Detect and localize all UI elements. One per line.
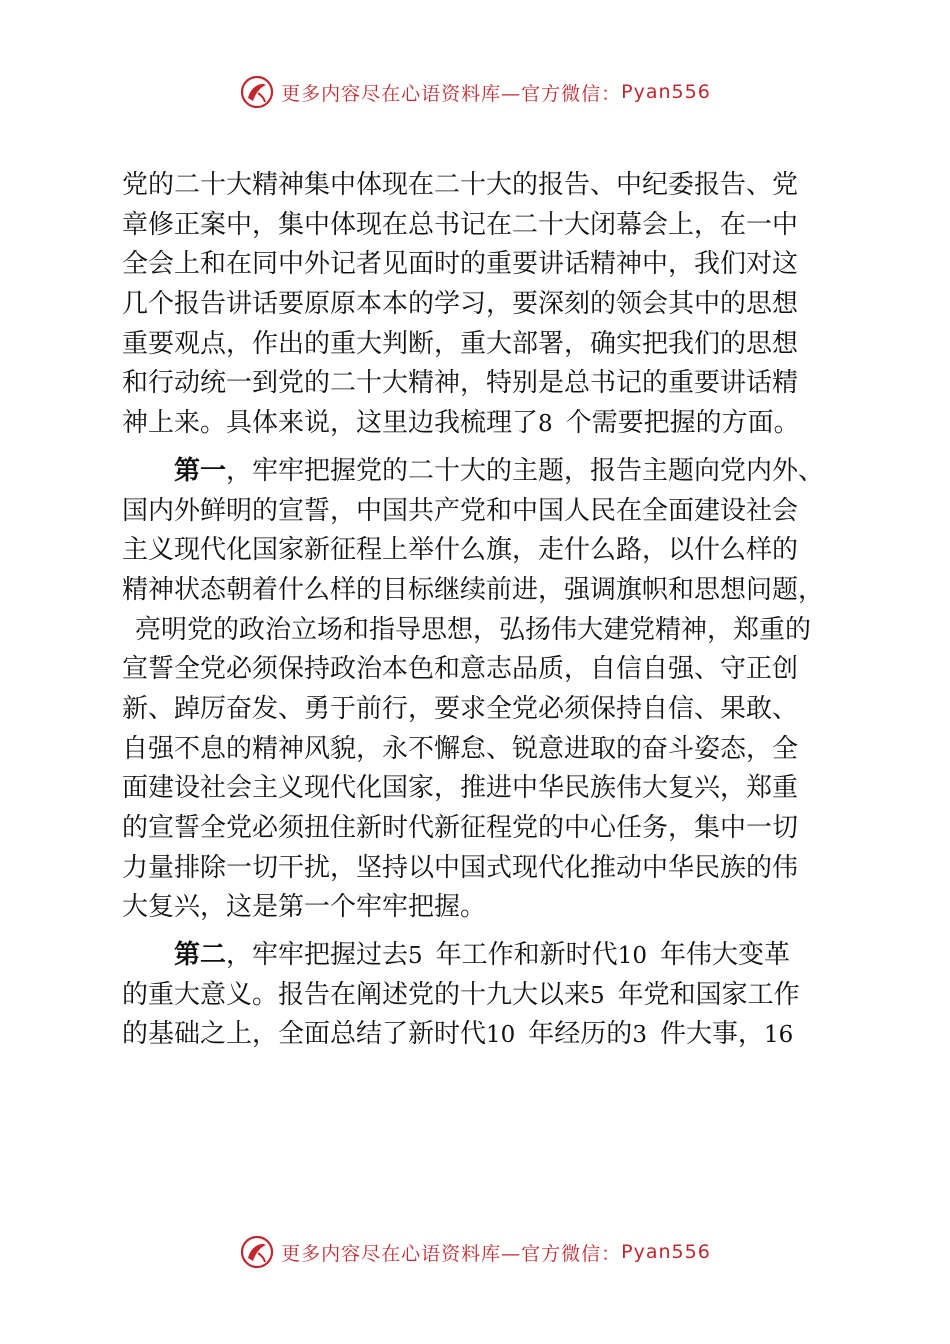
watermark-text: 更多内容尽在心语资料库—官方微信： (281, 82, 622, 105)
text-line: 大复兴，这是第一个牢牢把握。 (122, 892, 487, 923)
text-line: 新、踔厉奋发、勇于前行，要求全党必须保持自信、果敢、 (122, 693, 799, 724)
text-line: 全会上和在同中外记者见面时的重要讲话精神中，我们对这 (122, 249, 799, 280)
paragraph-first-point (122, 452, 842, 928)
text-line: 神上来。具体来说，这里边我梳理了8 个需要把握的方面。 (122, 408, 800, 439)
text-line: 主义现代化国家新征程上举什么旗，走什么路，以什么样的 (122, 535, 799, 566)
point-lead: 第二 (174, 940, 227, 971)
text-line: 的基础之上，全面总结了新时代10 年经历的3 件大事，16 (122, 1019, 794, 1050)
text-line: 第二，牢牢把握过去5 年工作和新时代10 年伟大变革 (174, 940, 790, 971)
text-line: 重要观点，作出的重大判断，重大部署，确实把我们的思想 (122, 328, 799, 359)
text-line: 国内外鲜明的宣誓，中国共产党和中国人民在全面建设社会 (122, 495, 799, 526)
point-lead: 第一 (174, 455, 227, 486)
text-line: 章修正案中，集中体现在总书记在二十大闭幕会上，在一中 (122, 209, 799, 240)
text-line: 的重大意义。报告在阐述党的十九大以来5 年党和国家工作 (122, 979, 800, 1010)
text-line: 精神状态朝着什么样的目标继续前进，强调旗帜和思想问题， (122, 574, 825, 605)
text-line: 党的二十大精神集中体现在二十大的报告、中纪委报告、党 (122, 170, 799, 200)
text-line: 宣誓全党必须保持政治本色和意志品质，自信自强、守正创 (122, 654, 799, 685)
seal-logo-icon (239, 1234, 275, 1270)
text-line: 和行动统一到党的二十大精神，特别是总书记的重要讲话精 (122, 368, 799, 399)
paragraph-second-point (122, 936, 842, 1055)
footer-watermark (0, 1232, 950, 1272)
seal-logo-icon (239, 74, 275, 110)
text-line: 力量排除一切干扰，坚持以中国式现代化推动中华民族的伟 (122, 852, 799, 883)
watermark-wechat-id: Pyan556 (621, 81, 711, 103)
text-line: 自强不息的精神风貌，永不懈怠、锐意进取的奋斗姿态，全 (122, 733, 799, 764)
body-text (122, 166, 842, 1055)
header-watermark (0, 72, 950, 112)
watermark-text: 更多内容尽在心语资料库—官方微信： (281, 1242, 622, 1265)
text-line: 几个报告讲话要原原本本的学习，要深刻的领会其中的思想 (122, 289, 799, 320)
text-line: 亮明党的政治立场和指导思想，弘扬伟大建党精神，郑重的 (135, 614, 812, 645)
text-line: 的宣誓全党必须扭住新时代新征程党的中心任务，集中一切 (122, 813, 799, 843)
paragraph-intro (122, 166, 842, 444)
text-line: 第一，牢牢把握党的二十大的主题，报告主题向党内外、 (174, 455, 825, 486)
watermark-wechat-id: Pyan556 (621, 1241, 711, 1263)
text-line: 面建设社会主义现代化国家，推进中华民族伟大复兴，郑重 (122, 773, 799, 804)
